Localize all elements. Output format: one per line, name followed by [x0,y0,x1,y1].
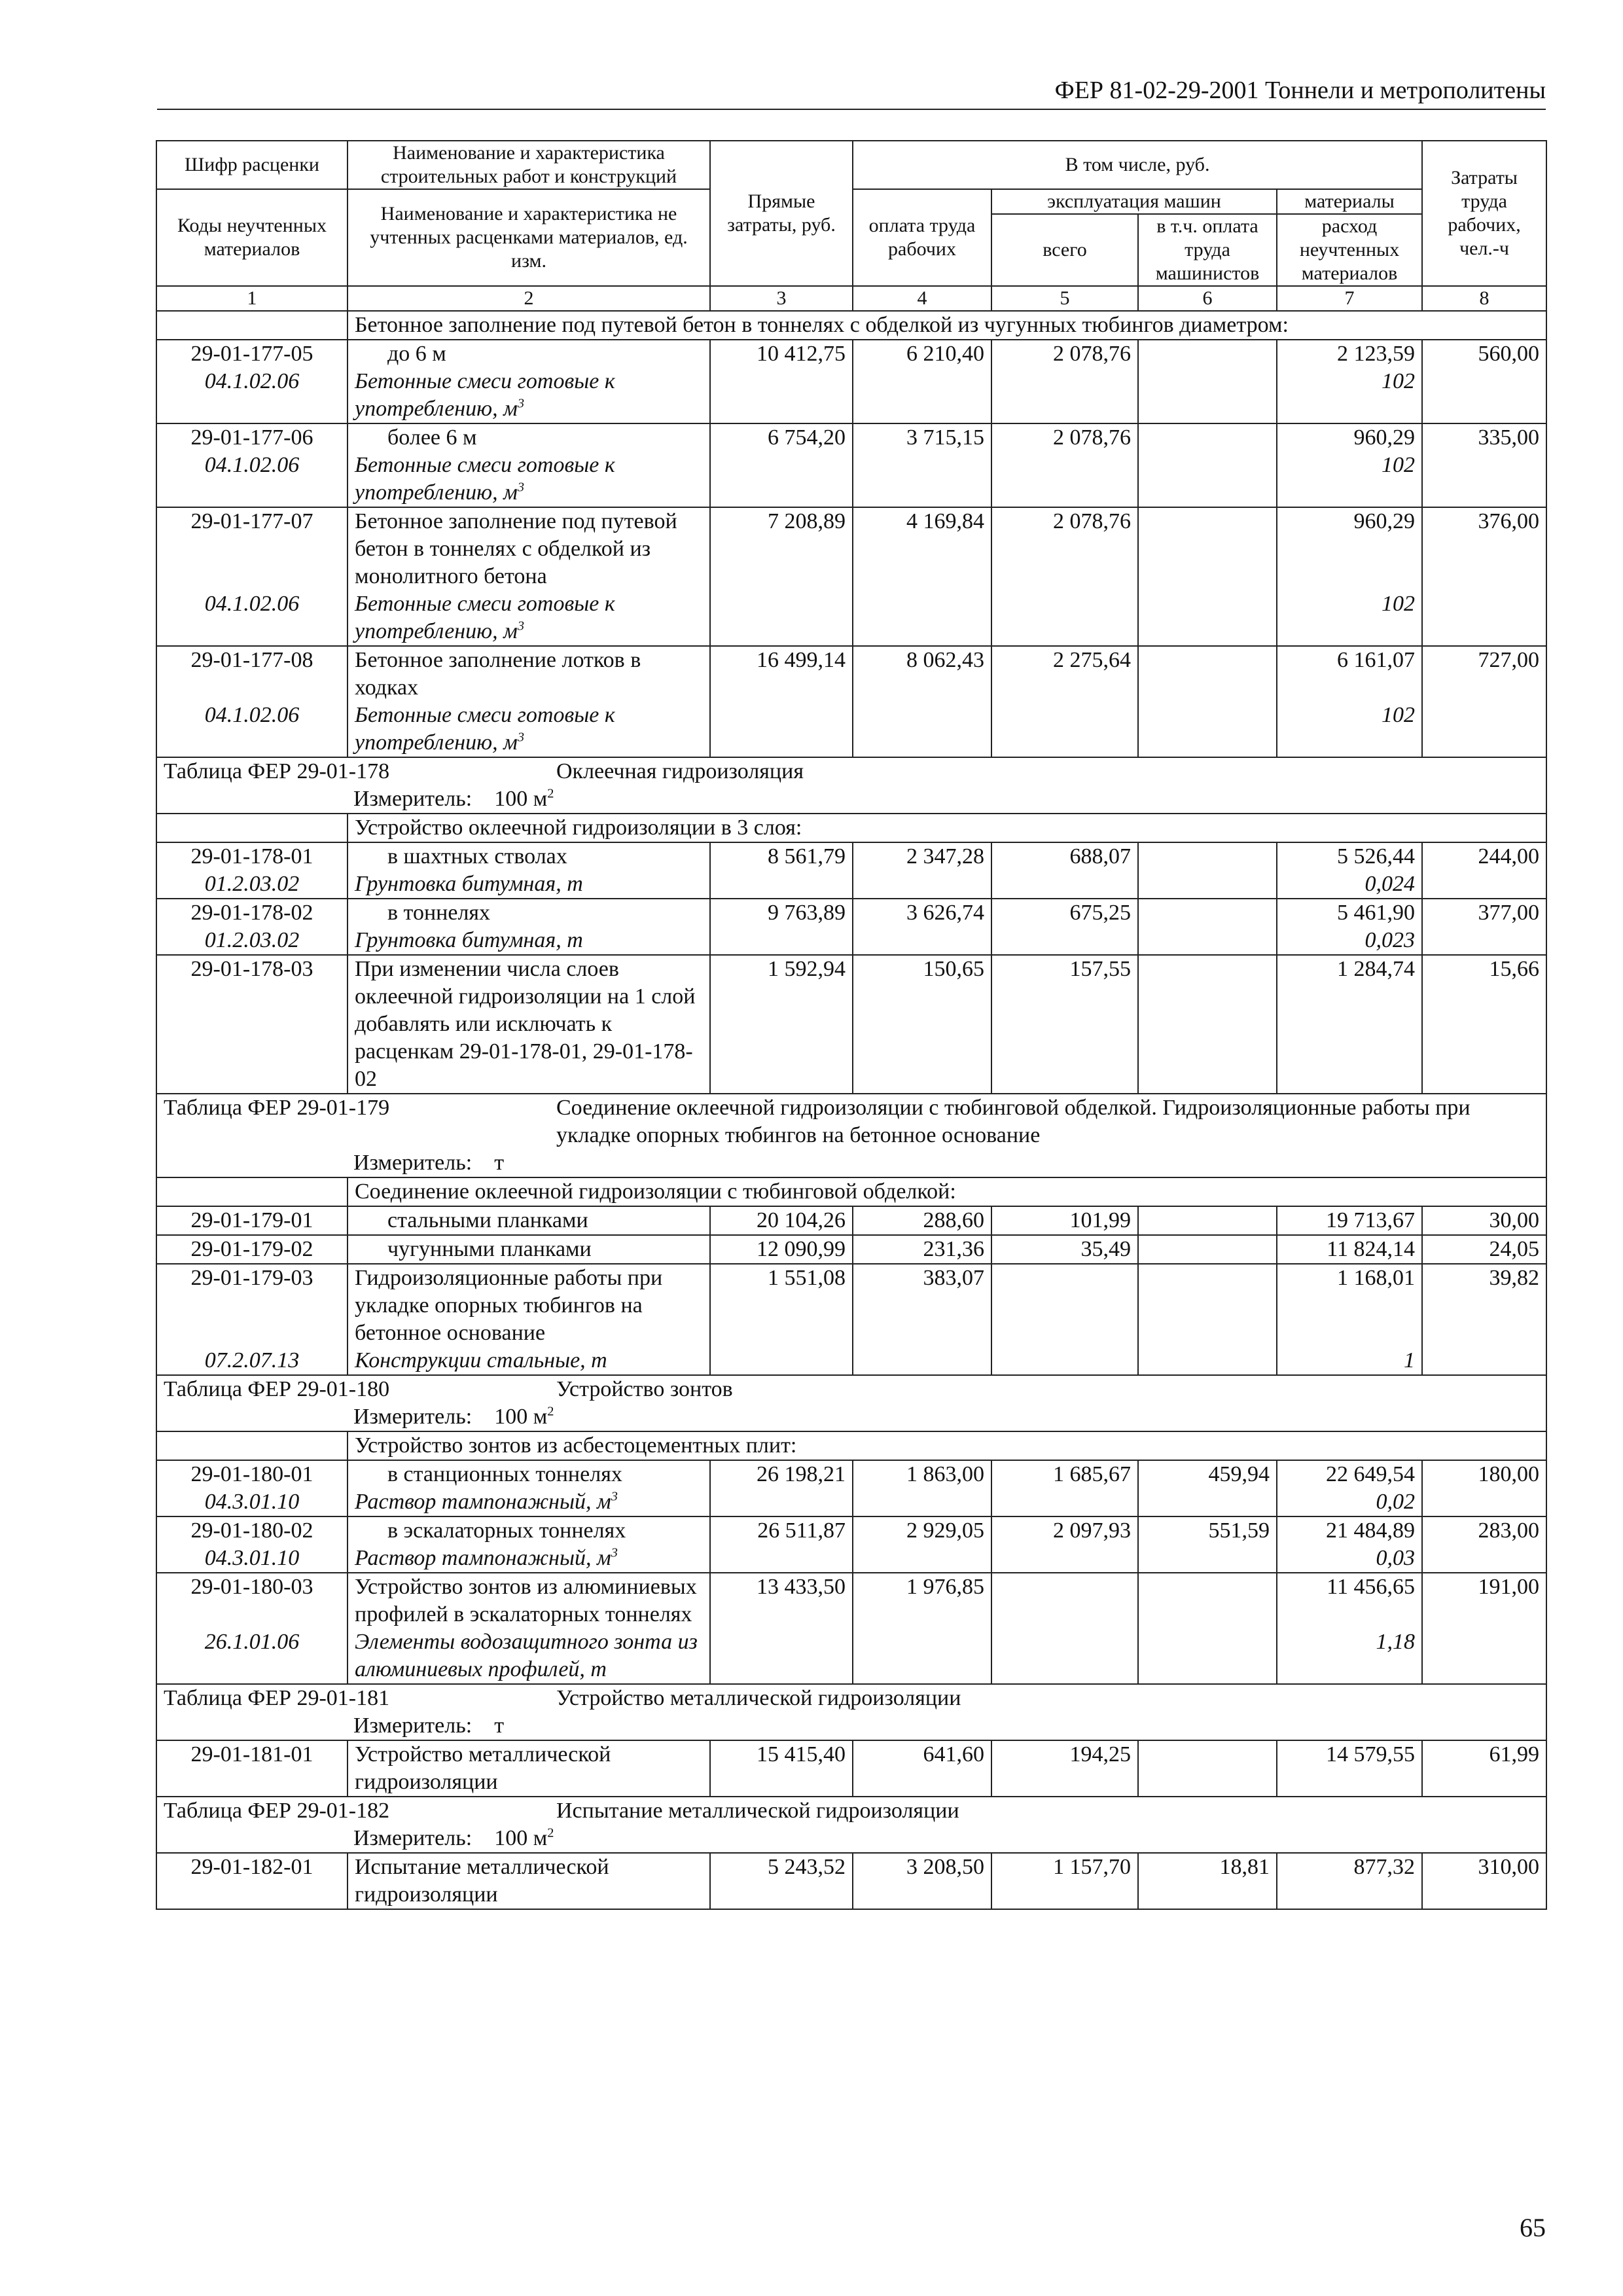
section-title [156,1684,1546,1712]
col-direct: Прямые затраты, руб. [710,141,853,286]
material-name: Раствор тампонажный, $м^3$ [348,1488,710,1516]
direct-cost: 1 592,94 [710,955,853,1094]
measure-row [156,785,1546,814]
machines-total [991,1573,1138,1628]
measure-unit: Измеритель: 100 $м^2$ [156,1403,1546,1431]
material-qty: 0,02 [1277,1488,1422,1516]
material-name: Грунтовка битумная, т [348,870,710,899]
machinist-pay [1138,1573,1277,1628]
labor-pay: 383,07 [853,1264,991,1347]
labor-cost: 61,99 [1422,1740,1546,1797]
machines-total: 157,55 [991,955,1138,1094]
materials: 1 168,01 [1277,1264,1422,1347]
col-num: 3 [710,286,853,311]
labor-pay: 3 715,15 [853,423,991,452]
table-row [156,423,1546,452]
section-title-row [156,1375,1546,1403]
materials: 960,29 [1277,507,1422,590]
materials: 2 123,59 [1277,340,1422,368]
rate-name: Бетонное заполнение лотков в ходках [348,646,710,702]
labor-pay: 3 626,74 [853,899,991,927]
section-name: Соединение оклеечной гидроизоляции с тюбинговой обделкой. Гидроизоляционные работы при укладке опорных тюбингов на бетонное основание [556,1096,1471,1147]
machinist-pay [1138,899,1277,927]
rate-name: Устройство зонтов из алюминиевых профилей в эскалаторных тоннелях [348,1573,710,1628]
material-code: 04.3.01.10 [156,1545,348,1573]
col-code-top: Шифр расценки [156,141,348,189]
rate-code: 29-01-177-08 [156,646,348,702]
material-code: 01.2.03.02 [156,927,348,955]
machines-total [991,1264,1138,1347]
table-row [156,340,1546,368]
measure-unit: Измеритель: т [156,1712,1546,1740]
material-name: Бетонные смеси готовые к употреблению, $м^3$ [348,452,710,507]
rate-code: 29-01-177-05 [156,340,348,368]
machinist-pay [1138,1740,1277,1797]
machines-total: 1 157,70 [991,1853,1138,1909]
materials: 11 456,65 [1277,1573,1422,1628]
measure-unit: Измеритель: 100 $м^2$ [156,785,1546,814]
material-row [156,1545,1546,1573]
material-code: 04.1.02.06 [156,590,348,646]
labor-pay: 231,36 [853,1235,991,1264]
labor-cost: 244,00 [1422,842,1546,870]
table-row [156,955,1546,1094]
machines-total: 2 078,76 [991,507,1138,590]
rate-name: Бетонное заполнение под путевой бетон в тоннелях с обделкой из монолитного бетона [348,507,710,590]
direct-cost: 26 198,21 [710,1460,853,1488]
section-number: Таблица ФЕР 29-01-182 [164,1799,390,1823]
machinist-pay [1138,646,1277,702]
table-row [156,1740,1546,1797]
table-row [156,507,1546,590]
material-qty: 1 [1277,1347,1422,1375]
materials: 6 161,07 [1277,646,1422,702]
material-code: 04.3.01.10 [156,1488,348,1516]
labor-pay: 6 210,40 [853,340,991,368]
col-labor-cost: Затраты труда рабочих, чел.-ч [1422,141,1546,286]
direct-cost: 12 090,99 [710,1235,853,1264]
col-machines: эксплуатация машин [991,189,1277,214]
section-number: Таблица ФЕР 29-01-178 [164,759,390,783]
material-row [156,452,1546,507]
materials: 5 461,90 [1277,899,1422,927]
page-number: 65 [1520,2213,1546,2242]
material-row [156,368,1546,423]
col-num: 7 [1277,286,1422,311]
rate-code: 29-01-180-02 [156,1516,348,1545]
rate-code: 29-01-179-01 [156,1206,348,1235]
table-row [156,1264,1546,1347]
col-num: 6 [1138,286,1277,311]
direct-cost: 20 104,26 [710,1206,853,1235]
material-code: 04.1.02.06 [156,702,348,757]
material-qty: 102 [1277,702,1422,757]
material-code: 04.1.02.06 [156,368,348,423]
material-qty: 102 [1277,368,1422,423]
rate-name: в шахтных стволах [348,842,710,870]
material-qty: 102 [1277,452,1422,507]
col-mat-use: расход неучтенных материалов [1277,214,1422,286]
group-row [156,814,1546,842]
labor-pay: 1 976,85 [853,1573,991,1628]
table-row [156,842,1546,870]
direct-cost: 5 243,52 [710,1853,853,1909]
labor-pay: 2 347,28 [853,842,991,870]
group-title: Устройство зонтов из асбестоцементных плит: [348,1431,1546,1460]
material-code: 01.2.03.02 [156,870,348,899]
direct-cost: 8 561,79 [710,842,853,870]
col-num: 1 [156,286,348,311]
table-row [156,646,1546,702]
direct-cost: 1 551,08 [710,1264,853,1347]
machinist-pay: 459,94 [1138,1460,1277,1488]
labor-pay: 641,60 [853,1740,991,1797]
rate-code: 29-01-179-03 [156,1264,348,1347]
measure-row [156,1712,1546,1740]
material-name: Элементы водозащитного зонта из алюминиевых профилей, т [348,1628,710,1684]
measure-row [156,1825,1546,1853]
section-name: Устройство зонтов [556,1377,733,1401]
section-title-row [156,1094,1546,1149]
rate-code: 29-01-178-01 [156,842,348,870]
rate-code: 29-01-177-07 [156,507,348,590]
machines-total: 1 685,67 [991,1460,1138,1488]
rate-name: более 6 м [348,423,710,452]
col-name-bottom: Наименование и характеристика не учтенных расценками материалов, ед. изм. [348,189,710,286]
section-title [156,1094,1546,1149]
labor-cost: 180,00 [1422,1460,1546,1488]
direct-cost: 13 433,50 [710,1573,853,1628]
material-row [156,1628,1546,1684]
material-name: Грунтовка битумная, т [348,927,710,955]
material-qty: 102 [1277,590,1422,646]
materials: 11 824,14 [1277,1235,1422,1264]
col-num: 4 [853,286,991,311]
machines-total: 101,99 [991,1206,1138,1235]
labor-cost: 15,66 [1422,955,1546,1094]
labor-pay: 1 863,00 [853,1460,991,1488]
rate-code: 29-01-180-03 [156,1573,348,1628]
document-title: ФЕР 81-02-29-2001 Тоннели и метрополитены [1054,77,1546,104]
measure-row [156,1403,1546,1431]
section-number: Таблица ФЕР 29-01-180 [164,1377,390,1401]
direct-cost: 15 415,40 [710,1740,853,1797]
materials: 5 526,44 [1277,842,1422,870]
materials: 877,32 [1277,1853,1422,1909]
column-numbers [156,286,1546,311]
group-title: Соединение оклеечной гидроизоляции с тюбинговой обделкой: [348,1177,1546,1206]
rate-name: Испытание металлической гидроизоляции [348,1853,710,1909]
rate-name: стальными планками [348,1206,710,1235]
labor-cost: 335,00 [1422,423,1546,452]
direct-cost: 7 208,89 [710,507,853,590]
labor-pay: 150,65 [853,955,991,1094]
machinist-pay [1138,1264,1277,1347]
table-row [156,899,1546,927]
material-row [156,1347,1546,1375]
rate-name: в станционных тоннелях [348,1460,710,1488]
direct-cost: 6 754,20 [710,423,853,452]
machines-total: 675,25 [991,899,1138,927]
col-labor-pay: оплата труда рабочих [853,189,991,286]
rate-name: до 6 м [348,340,710,368]
group-row [156,1431,1546,1460]
direct-cost: 26 511,87 [710,1516,853,1545]
materials: 14 579,55 [1277,1740,1422,1797]
labor-pay: 8 062,43 [853,646,991,702]
table-row [156,1516,1546,1545]
material-row [156,590,1546,646]
machines-total: 2 275,64 [991,646,1138,702]
labor-cost: 376,00 [1422,507,1546,590]
machines-total: 2 078,76 [991,340,1138,368]
machines-total: 35,49 [991,1235,1138,1264]
labor-cost: 560,00 [1422,340,1546,368]
material-qty: 0,03 [1277,1545,1422,1573]
rate-code: 29-01-178-02 [156,899,348,927]
section-title-row [156,757,1546,785]
machines-total: 688,07 [991,842,1138,870]
material-name: Раствор тампонажный, $м^3$ [348,1545,710,1573]
col-name-top: Наименование и характеристика строительных работ и конструкций [348,141,710,189]
table-header [156,141,1546,311]
material-row [156,927,1546,955]
section-title-row [156,1797,1546,1825]
table-row [156,1573,1546,1628]
rate-code: 29-01-178-03 [156,955,348,1094]
machinist-pay [1138,423,1277,452]
measure-unit: Измеритель: т [156,1149,1546,1177]
material-row [156,870,1546,899]
machinist-pay [1138,1235,1277,1264]
machinist-pay [1138,842,1277,870]
section-title [156,1375,1546,1403]
rate-name: в эскалаторных тоннелях [348,1516,710,1545]
labor-pay: 3 208,50 [853,1853,991,1909]
col-num: 5 [991,286,1138,311]
price-table [156,140,1547,1910]
labor-pay: 288,60 [853,1206,991,1235]
col-machines-total: всего [991,214,1138,286]
rate-name: При изменении числа слоев оклеечной гидроизоляции на 1 слой добавлять или исключать к расценкам 29-01-178-01, 29-01-178-02 [348,955,710,1094]
labor-cost: 377,00 [1422,899,1546,927]
group-title: Устройство оклеечной гидроизоляции в 3 слоя: [348,814,1546,842]
direct-cost: 16 499,14 [710,646,853,702]
materials: 19 713,67 [1277,1206,1422,1235]
machines-total: 194,25 [991,1740,1138,1797]
machinist-pay: 551,59 [1138,1516,1277,1545]
section-title-row [156,1684,1546,1712]
material-qty: 0,023 [1277,927,1422,955]
labor-pay: 4 169,84 [853,507,991,590]
table-row [156,1206,1546,1235]
rate-code: 29-01-177-06 [156,423,348,452]
col-num: 8 [1422,286,1546,311]
direct-cost: 10 412,75 [710,340,853,368]
material-code: 04.1.02.06 [156,452,348,507]
rate-code: 29-01-181-01 [156,1740,348,1797]
col-code-bottom: Коды неучтенных материалов [156,189,348,286]
labor-pay: 2 929,05 [853,1516,991,1545]
section-name: Устройство металлической гидроизоляции [556,1686,961,1710]
material-row [156,702,1546,757]
materials: 22 649,54 [1277,1460,1422,1488]
material-name: Бетонные смеси готовые к употреблению, $м^3$ [348,590,710,646]
machinist-pay: 18,81 [1138,1853,1277,1909]
table-row [156,1853,1546,1909]
labor-cost: 191,00 [1422,1573,1546,1628]
table-row [156,1460,1546,1488]
machines-total: 2 097,93 [991,1516,1138,1545]
rate-name: Устройство металлической гидроизоляции [348,1740,710,1797]
material-name: Бетонные смеси готовые к употреблению, $м^3$ [348,368,710,423]
rate-name: Гидроизоляционные работы при укладке опорных тюбингов на бетонное основание [348,1264,710,1347]
section-title [156,757,1546,785]
rate-name: в тоннелях [348,899,710,927]
labor-cost: 30,00 [1422,1206,1546,1235]
machines-total: 2 078,76 [991,423,1138,452]
group-row [156,1177,1546,1206]
page-header [157,73,1546,110]
material-qty: 0,024 [1277,870,1422,899]
labor-cost: 283,00 [1422,1516,1546,1545]
materials: 960,29 [1277,423,1422,452]
rate-name: чугунными планками [348,1235,710,1264]
rate-code: 29-01-179-02 [156,1235,348,1264]
section-number: Таблица ФЕР 29-01-181 [164,1686,390,1710]
col-num: 2 [348,286,710,311]
section-number: Таблица ФЕР 29-01-179 [164,1096,390,1120]
table-row [156,1235,1546,1264]
labor-cost: 39,82 [1422,1264,1546,1347]
material-name: Бетонные смеси готовые к употреблению, $м^3$ [348,702,710,757]
materials: 21 484,89 [1277,1516,1422,1545]
material-qty: 1,18 [1277,1628,1422,1684]
rate-code: 29-01-180-01 [156,1460,348,1488]
material-row [156,1488,1546,1516]
labor-cost: 310,00 [1422,1853,1546,1909]
group-title: Бетонное заполнение под путевой бетон в тоннелях с обделкой из чугунных тюбингов диаметром: [348,311,1546,340]
material-code: 07.2.07.13 [156,1347,348,1375]
material-code: 26.1.01.06 [156,1628,348,1684]
section-title [156,1797,1546,1825]
group-row [156,311,1546,340]
direct-cost: 9 763,89 [710,899,853,927]
machinist-pay [1138,507,1277,590]
materials: 1 284,74 [1277,955,1422,1094]
col-machinist-pay: в т.ч. оплата труда машинистов [1138,214,1277,286]
machinist-pay [1138,955,1277,1094]
material-name: Конструкции стальные, т [348,1347,710,1375]
measure-unit: Измеритель: 100 $м^2$ [156,1825,1546,1853]
col-materials: материалы [1277,189,1422,214]
machinist-pay [1138,340,1277,368]
measure-row [156,1149,1546,1177]
section-name: Испытание металлической гидроизоляции [556,1799,959,1823]
labor-cost: 727,00 [1422,646,1546,702]
rate-code: 29-01-182-01 [156,1853,348,1909]
section-name: Оклеечная гидроизоляция [556,759,804,783]
col-incl: В том числе, руб. [853,141,1422,189]
labor-cost: 24,05 [1422,1235,1546,1264]
machinist-pay [1138,1206,1277,1235]
